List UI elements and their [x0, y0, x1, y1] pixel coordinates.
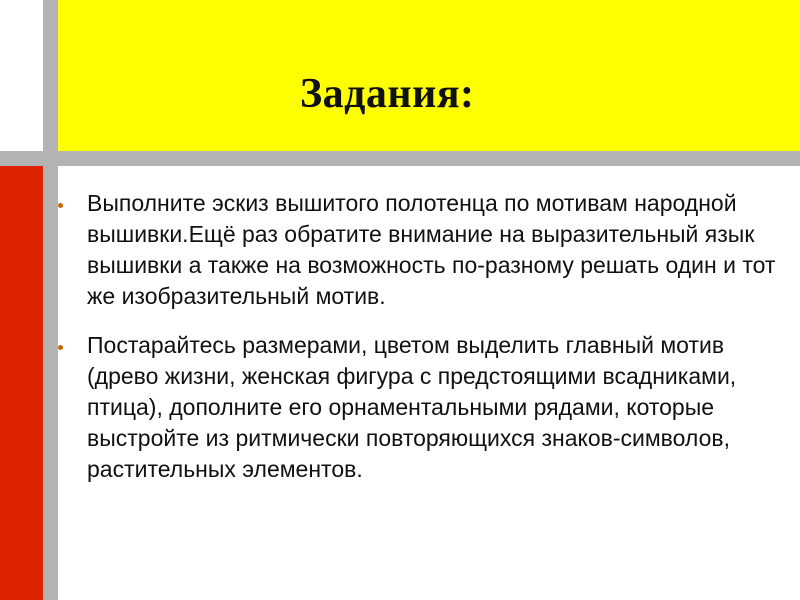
- list-item: [58, 330, 788, 485]
- bullet-list: [58, 188, 788, 503]
- bullet-icon: [58, 203, 63, 208]
- vertical-divider: [43, 0, 58, 600]
- bullet-text: Выполните эскиз вышитого полотенца по мотивам народной вышивки.Ещё раз обратите внимание на выразительный язык вышивки а также на возможность по-разному решать один и тот же изобразительный мотив.: [87, 190, 776, 309]
- bullet-text: Постарайтесь размерами, цветом выделить главный мотив (древо жизни, женская фигура с предстоящими всадниками, птица), дополните его орнаментальными рядами, которые выстройте из ритмически повторяющихся знаков-символов, растительных элементов.: [87, 332, 737, 482]
- red-stripe: [0, 166, 43, 600]
- slide-title: Задания:: [300, 71, 475, 117]
- horizontal-divider: [0, 151, 800, 166]
- list-item: [58, 188, 788, 312]
- bullet-icon: [58, 345, 63, 350]
